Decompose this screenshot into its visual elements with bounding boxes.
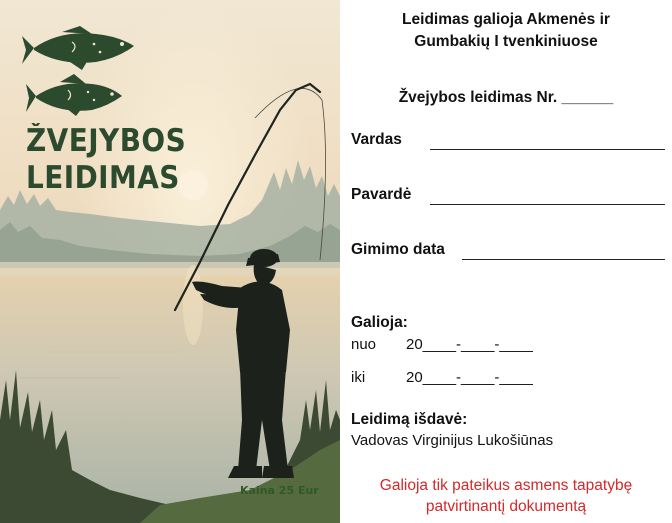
surname-label: Pavardė	[351, 186, 412, 203]
validity-header-line1: Leidimas galioja Akmenės ir	[402, 11, 610, 28]
issuer-name: Vadovas Virginijus Lukošiūnas	[351, 432, 554, 449]
birthdate-label: Gimimo data	[351, 241, 445, 258]
valid-to-label: iki	[351, 369, 366, 386]
valid-to-date: 20____-____-____	[406, 369, 533, 386]
birthdate-field-line[interactable]	[462, 259, 665, 260]
permit-form	[340, 0, 672, 523]
id-notice-line2: patvirtinantį dokumentą	[425, 498, 587, 515]
validity-header-line2: Gumbakių I tvenkiniuose	[414, 33, 598, 50]
name-field-line[interactable]	[430, 149, 665, 150]
sun	[178, 170, 208, 200]
surname-field-line[interactable]	[430, 204, 665, 205]
id-notice-line1: Galioja tik pateikus asmens tapatybę	[379, 477, 633, 494]
poster-title-line2: LEIDIMAS	[26, 160, 180, 196]
permit-number-label: Žvejybos leidimas Nr. ______	[398, 89, 614, 106]
valid-label: Galioja:	[351, 314, 408, 331]
valid-from-date: 20____-____-____	[406, 336, 533, 353]
poster-title-line1: ŽVEJYBOS	[26, 123, 187, 159]
price-label: Kaina 25 Eur	[240, 484, 319, 497]
name-label: Vardas	[351, 131, 402, 148]
issued-by-label: Leidimą išdavė:	[351, 411, 468, 428]
valid-from-label: nuo	[351, 336, 377, 353]
